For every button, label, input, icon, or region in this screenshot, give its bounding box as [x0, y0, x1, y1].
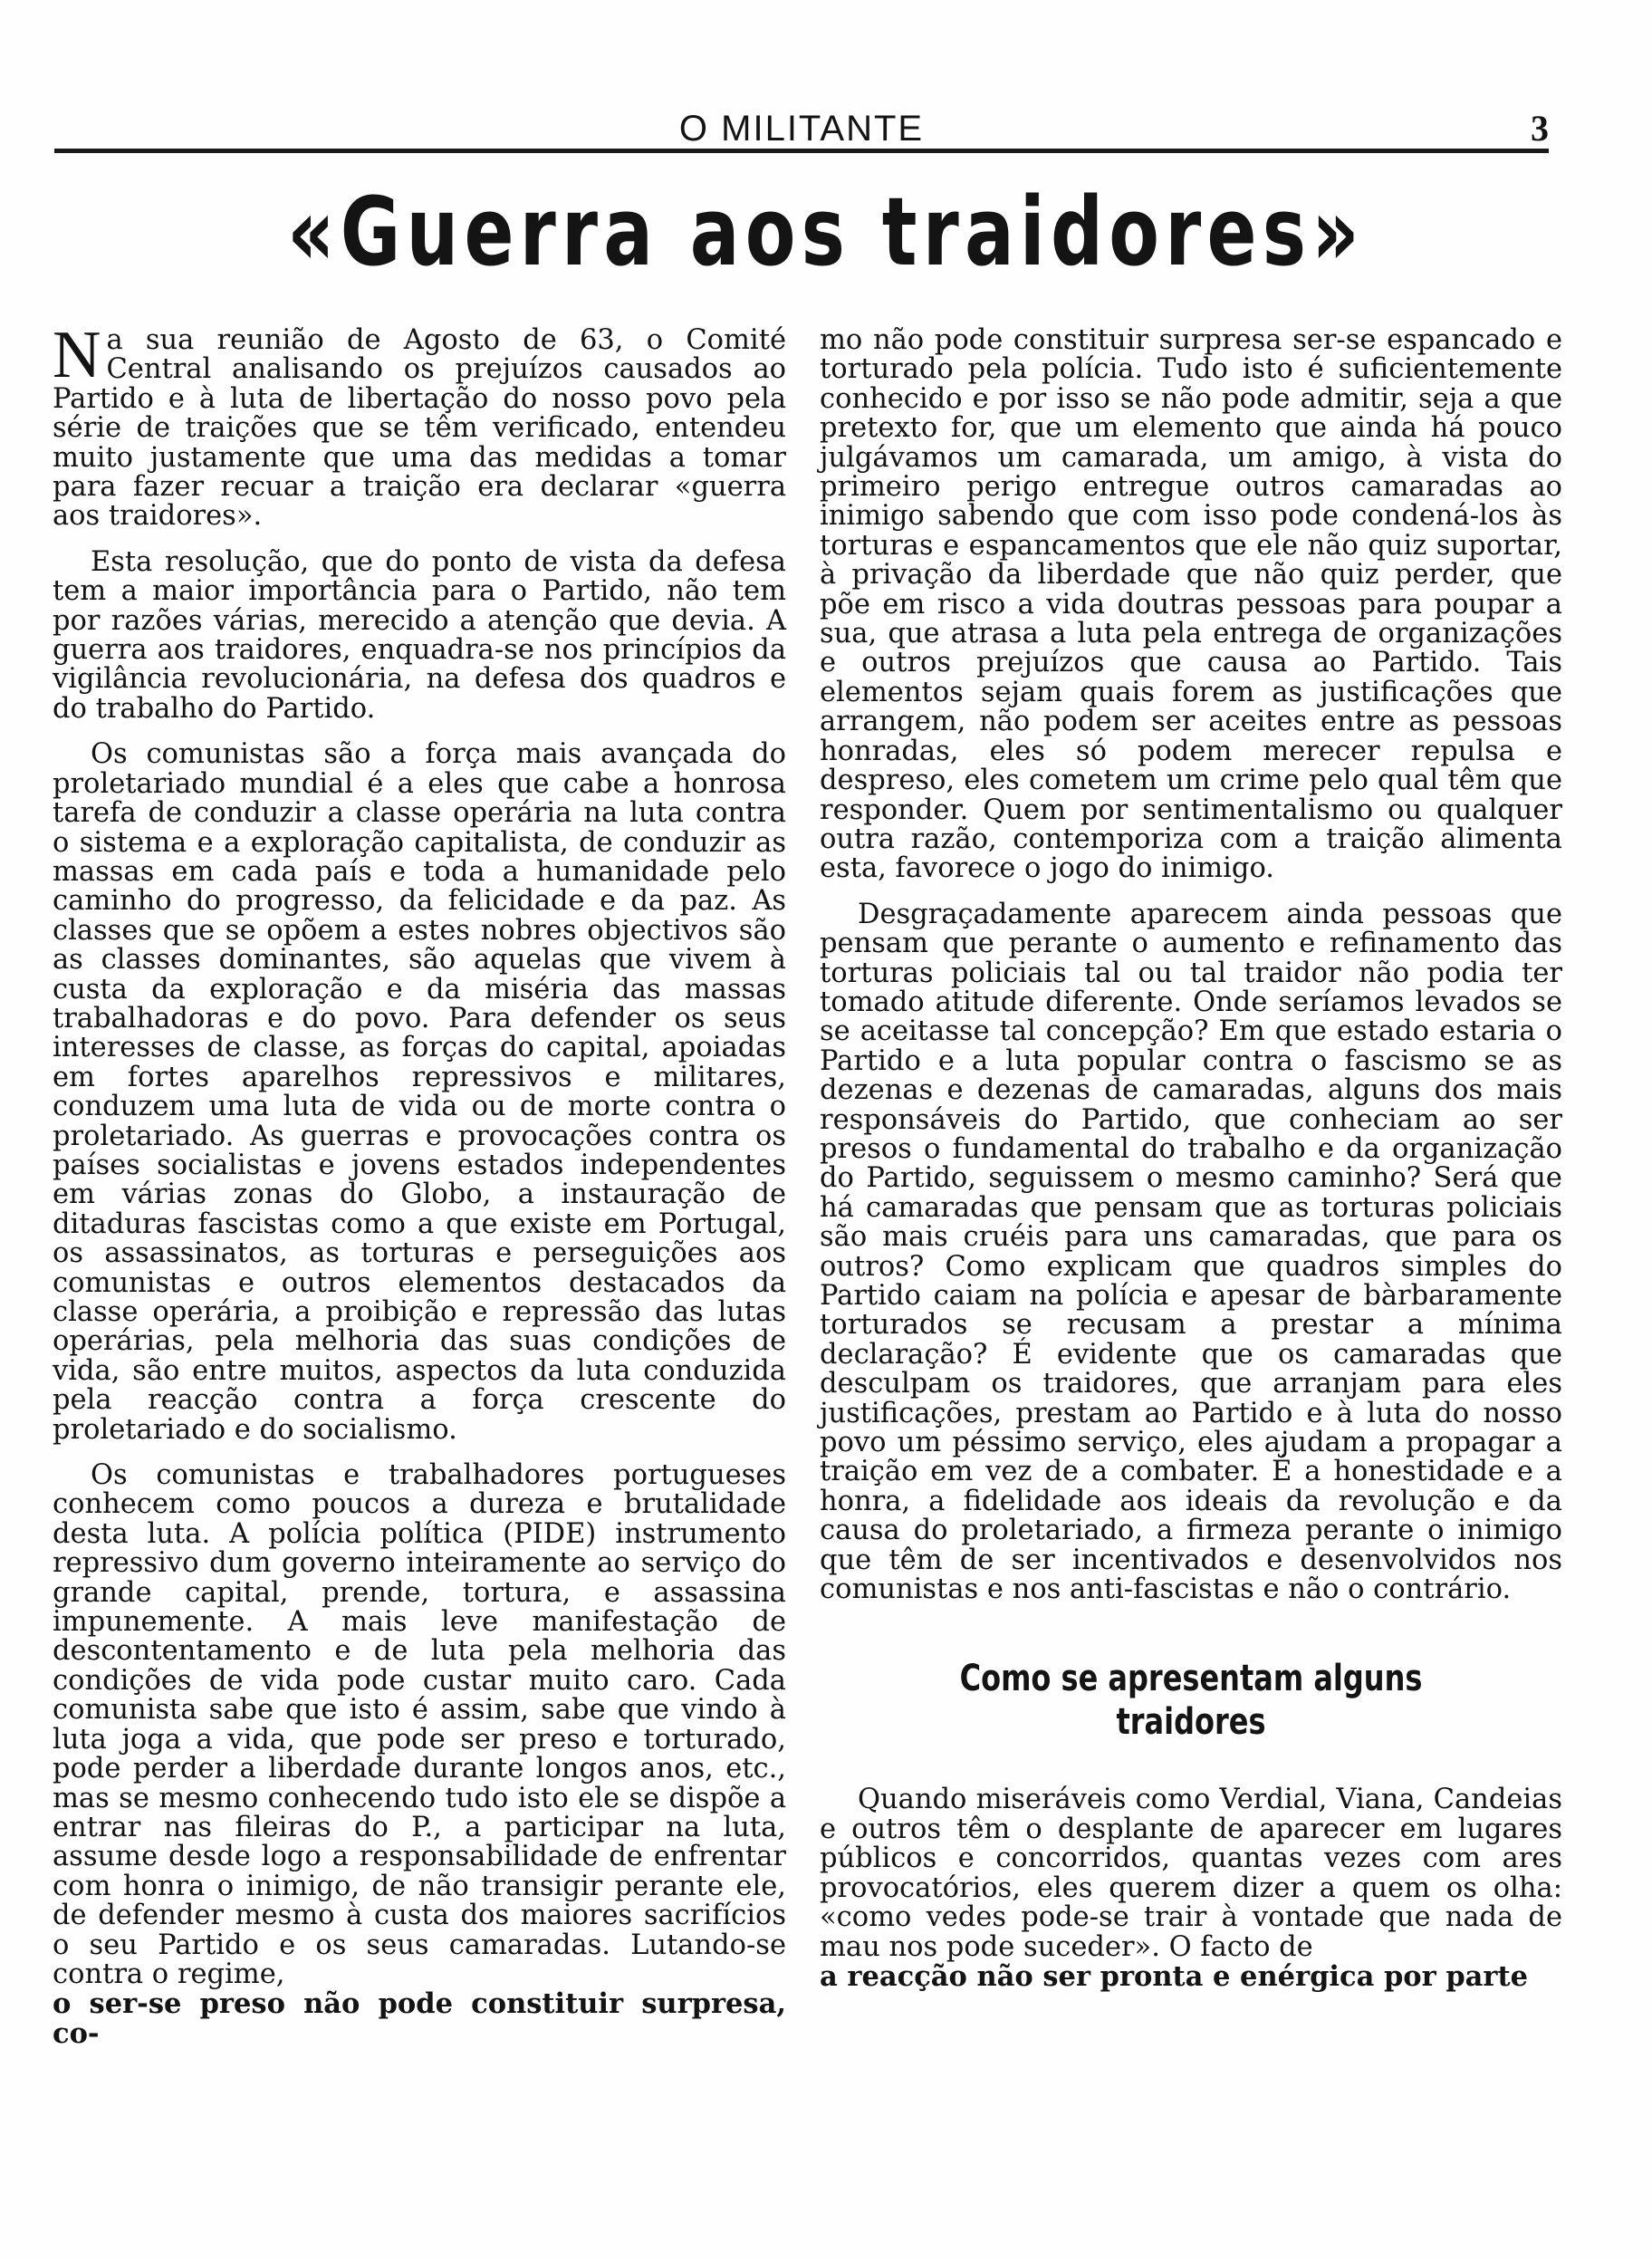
publication-name: O MILITANTE [678, 109, 925, 149]
running-header [54, 107, 1549, 152]
left-paragraph-1-text: a sua reunião de Agosto de 63, o Comité Central analisando os prejuízos causados ao Partido e à luta de libertação do nosso povo pela série de traições que se têm verificado, entendeu muito justamente que uma das medidas a tomar para fazer recuar a traição era declarar «guerra aos traidores». [53, 324, 786, 533]
left-paragraph-3: Os comunistas são a força mais avançada do proletariado mundial é a eles que cabe a honrosa tarefa de conduzir a classe operária na luta contra o sistema e a exploração capitalista, de conduzir as massas em cada país e toda a humanidade pelo caminho do progresso, da felicidade e da paz. As classes que se opõem a estes nobres objectivos são as classes dominantes, são aquelas que vivem à custa da exploração e da miséria das massas trabalhadoras e do povo. Para defender os seus interesses de classe, as forças do capital, apoiadas em fortes aparelhos repressivos e militares, conduzem uma luta de vida ou de morte contra o proletariado. As guerras e provocações contra os países socialistas e jovens estados independentes em várias zonas do Globo, a instauração de ditaduras fascistas como a que existe em Portugal, os assassinatos, as torturas e perseguições aos comunistas e outros elementos destacados da classe operária, a proibição e repressão das lutas operárias, pela melhoria das suas condições de vida, são entre muitos, aspectos da luta conduzida pela reacção contra a força crescente do proletariado e do socialismo. [53, 738, 786, 1446]
article-headline: «Guerra aos traidores» [287, 177, 1365, 287]
left-paragraph-1 [53, 318, 786, 533]
header-rule [54, 149, 1549, 153]
right-paragraph-2: Desgraçadamente aparecem ainda pessoas que pensam que perante o aumento e refinamento das torturas policiais tal ou tal traidor não podia ter tomado atitude diferente. Onde seríamos levados se se aceitasse tal concepção? Em que estado estaria o Partido e a luta popular contra o fascismo se as dezenas e dezenas de camaradas, alguns dos mais responsáveis do Partido, que conheciam ao ser presos o fundamental do trabalho e da organização do Partido, seguissem o mesmo caminho? Será que há camaradas que pensam que as torturas policiais são mais cruéis para uns camaradas, que para os outros? Como explicam que quadros simples do Partido caiam na polícia e apesar de bàrbaramente torturados se recusam a prestar a mínima declaração? É evidente que os camaradas que desculpam os traidores, que arranjam para eles justificações, prestam ao Partido e à luta do nosso povo um péssimo serviço, eles ajudam a propagar a traição em vez de a combater. É a honestidade e a honra, a fidelidade aos ideais da revolução e da causa do proletariado, a firmeza perante o inimigo que têm de ser incentivados e desenvolvidos nos comunistas e nos anti-fascistas e não o contrário. [820, 898, 1562, 1606]
left-column [53, 318, 786, 2064]
right-paragraph-3: Quando miseráveis como Verdial, Viana, Candeias e outros têm o desplante de aparecer em lugares públicos e concorridos, quantas vezes com ares provocatórios, eles querem dizer a quem os olha: «como vedes pode-se trair à vontade que nada de mau nos pode suceder». O facto de [820, 1784, 1562, 1963]
left-paragraph-2: Esta resolução, que do ponto de vista da defesa tem a maior importância para o Partido, não tem por razões várias, merecido a atenção que devia. A guerra aos traidores, enquadra-se nos princípios da vigilância revolucionária, na defesa dos quadros e do trabalho do Partido. [53, 545, 786, 725]
right-closing-line: a reacção não ser pronta e enérgica por parte [820, 1959, 1528, 1993]
left-closing-line: o ser-se preso não pode constituir surpresa, co- [53, 1987, 786, 2050]
section-subheading: Como se apresentam alguns traidores [959, 1658, 1423, 1744]
page-number: 3 [1531, 108, 1549, 149]
left-paragraph-4: Os comunistas e trabalhadores portugueses conhecem como poucos a dureza e brutalidade desta luta. A polícia política (PIDE) instrumento repressivo dum governo inteiramente ao serviço do grande capital, prende, tortura, e assassina impunemente. A mais leve manifestação de descontentamento e de luta pela melhoria das condições de vida pode custar muito caro. Cada comunista sabe que isto é assim, sabe que vindo à luta joga a vida, que pode ser preso e torturado, pode perder a liberdade durante longos anos, etc., mas se mesmo conhecendo tudo isto ele se dispõe a entrar nas fileiras do P., a participar na luta, assume desde logo a responsabilidade de enfrentar com honra o inimigo, de não transigir perante ele, de defender mesmo à custa dos maiores sacrifícios o seu Partido e os seus camaradas. Lutando-se contra o regime, [53, 1459, 786, 1990]
drop-cap: N [53, 318, 101, 392]
right-column [820, 326, 1562, 2007]
right-paragraph-1: mo não pode constituir surpresa ser-se espancado e torturado pela polícia. Tudo isto é suficientemente conhecido e por isso se não pode admitir, seja a que pretexto for, que um elemento que ainda há pouco julgávamos um camarada, um amigo, à vista do primeiro perigo entregue outros camaradas ao inimigo sabendo que com isso pode condená-los às torturas e espancamentos que ele não quiz suportar, à privação da liberdade que não quiz perder, que põe em risco a vida doutras pessoas para poupar a sua, que atrasa a luta pela entrega de organizações e outros prejuízos que causa ao Partido. Tais elementos sejam quais forem as justificações que arrangem, não podem ser aceites entre as pessoas honradas, eles só podem merecer repulsa e despreso, eles cometem um crime pelo qual têm que responder. Quem por sentimentalismo ou qualquer outra razão, contemporiza com a traição alimenta esta, favorece o jogo do inimigo. [820, 324, 1562, 885]
